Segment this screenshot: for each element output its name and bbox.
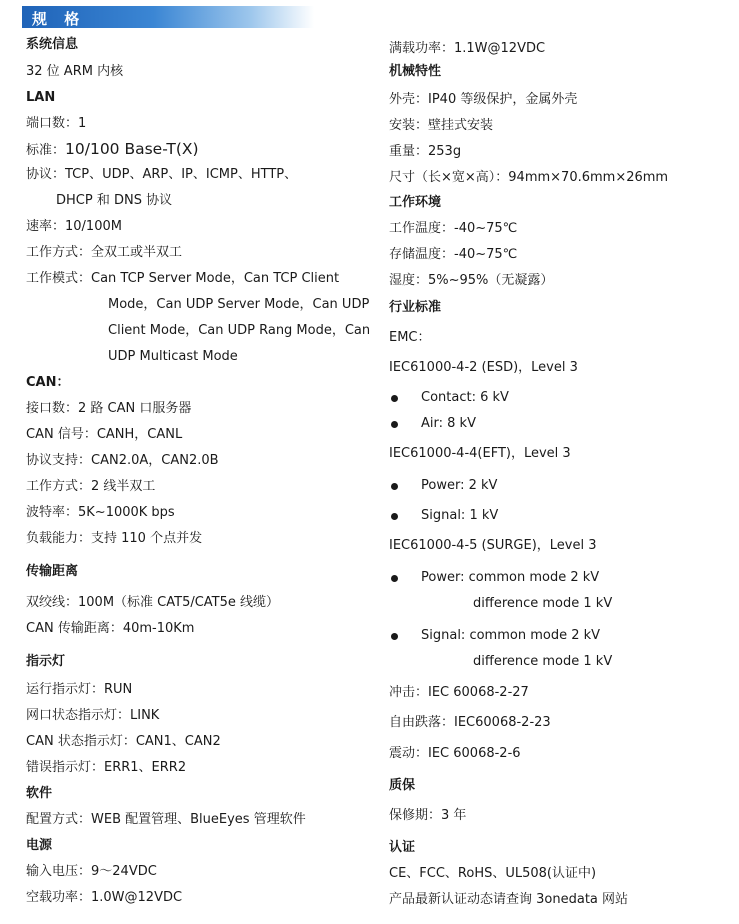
lan-mode-line2: Mode，Can UDP Server Mode，Can UDP — [108, 297, 370, 312]
distance-twisted: 双绞线：100M（标准 CAT5/CAT5e 线缆） — [26, 595, 280, 610]
freefall: 自由跌落：IEC60068-2-23 — [389, 715, 551, 730]
surge-signal-line1: Signal: common mode 2 kV — [421, 628, 601, 643]
mech-weight: 重量：253g — [389, 144, 462, 159]
esd-contact-item — [389, 389, 719, 407]
surge-power-item — [389, 569, 719, 587]
lan-heading: LAN — [26, 90, 56, 105]
surge-power-line2: difference mode 1 kV — [473, 596, 613, 611]
env-op-temp: 工作温度：-40~75℃ — [389, 221, 518, 236]
sys-cpu: 32 位 ARM 内核 — [26, 64, 124, 79]
esd-air-item — [389, 415, 719, 433]
mech-heading: 机械特性 — [389, 64, 442, 79]
led-heading: 指示灯 — [26, 654, 66, 669]
cert-list: CE、FCC、RoHS、UL508(认证中) — [389, 866, 597, 881]
led-link: 网口状态指示灯：LINK — [26, 708, 160, 723]
bullet-icon — [391, 513, 398, 520]
esd-air: Air: 8 kV — [421, 416, 476, 431]
can-mode: 工作方式：2 线半双工 — [26, 479, 156, 494]
mech-shell: 外壳：IP40 等级保护，金属外壳 — [389, 92, 578, 107]
can-heading: CAN： — [26, 375, 70, 390]
power-full: 满载功率：1.1W@12VDC — [389, 41, 546, 56]
lan-standard — [26, 140, 199, 160]
section-title: 规 格 — [32, 10, 86, 28]
lan-standard-value: 10/100 Base-T(X) — [65, 140, 199, 158]
eft-title: IEC61000-4-4(EFT)，Level 3 — [389, 446, 571, 461]
power-idle: 空载功率：1.0W@12VDC — [26, 890, 183, 905]
led-err: 错误指示灯：ERR1、ERR2 — [26, 760, 187, 775]
lan-standard-label: 标准： — [26, 143, 66, 158]
surge-signal-line2: difference mode 1 kV — [473, 654, 613, 669]
software-config: 配置方式：WEB 配置管理、BlueEyes 管理软件 — [26, 812, 306, 827]
esd-contact: Contact: 6 kV — [421, 390, 509, 405]
env-store-temp: 存储温度：-40~75℃ — [389, 247, 518, 262]
surge-signal-item — [389, 627, 719, 645]
lan-speed: 速率：10/100M — [26, 219, 122, 234]
lan-mode-line1: 工作模式：Can TCP Server Mode，Can TCP Client — [26, 271, 340, 286]
eft-power: Power: 2 kV — [421, 478, 498, 493]
cert-note: 产品最新认证动态请查询 3onedata 网站 — [389, 892, 629, 907]
emc-label: EMC： — [389, 330, 431, 345]
warranty-heading: 质保 — [389, 778, 416, 793]
can-protocol: 协议支持：CAN2.0A，CAN2.0B — [26, 453, 219, 468]
surge-power-line1: Power: common mode 2 kV — [421, 570, 600, 585]
section-banner — [22, 6, 314, 28]
lan-protocol-line2: DHCP 和 DNS 协议 — [56, 193, 173, 208]
bullet-icon — [391, 395, 398, 402]
vibration: 震动：IEC 60068-2-6 — [389, 746, 521, 761]
lan-protocol-line1: 协议：TCP、UDP、ARP、IP、ICMP、HTTP、 — [26, 167, 298, 182]
bullet-icon — [391, 633, 398, 640]
cert-heading: 认证 — [389, 840, 416, 855]
can-load: 负载能力：支持 110 个点并发 — [26, 531, 203, 546]
eft-power-item — [389, 477, 719, 495]
bullet-icon — [391, 483, 398, 490]
env-humidity: 湿度：5%~95%（无凝露） — [389, 273, 554, 288]
surge-title: IEC61000-4-5 (SURGE)，Level 3 — [389, 538, 597, 553]
sys-heading: 系统信息 — [26, 37, 79, 52]
mech-size: 尺寸（长×宽×高）：94mm×70.6mm×26mm — [389, 170, 669, 185]
eft-signal: Signal: 1 kV — [421, 508, 499, 523]
can-ports: 接口数：2 路 CAN 口服务器 — [26, 401, 192, 416]
industry-heading: 行业标准 — [389, 300, 442, 315]
can-signal: CAN 信号：CANH，CANL — [26, 427, 183, 442]
led-run: 运行指示灯：RUN — [26, 682, 133, 697]
led-can: CAN 状态指示灯：CAN1、CAN2 — [26, 734, 221, 749]
power-heading: 电源 — [26, 838, 53, 853]
warranty-period: 保修期：3 年 — [389, 808, 467, 823]
bullet-icon — [391, 421, 398, 428]
lan-duplex: 工作方式：全双工或半双工 — [26, 245, 183, 260]
lan-ports: 端口数：1 — [26, 116, 87, 131]
distance-can: CAN 传输距离：40m-10Km — [26, 621, 195, 636]
shock: 冲击：IEC 60068-2-27 — [389, 685, 529, 700]
power-input: 输入电压：9～24VDC — [26, 864, 157, 879]
distance-heading: 传输距离 — [26, 564, 79, 579]
eft-signal-item — [389, 507, 719, 525]
mech-mount: 安装：壁挂式安装 — [389, 118, 494, 133]
bullet-icon — [391, 575, 398, 582]
software-heading: 软件 — [26, 786, 53, 801]
lan-mode-line3: Client Mode，Can UDP Rang Mode，Can — [108, 323, 371, 338]
can-baud: 波特率：5K~1000K bps — [26, 505, 175, 520]
esd-title: IEC61000-4-2 (ESD)，Level 3 — [389, 360, 578, 375]
lan-mode-line4: UDP Multicast Mode — [108, 349, 238, 364]
env-heading: 工作环境 — [389, 195, 442, 210]
